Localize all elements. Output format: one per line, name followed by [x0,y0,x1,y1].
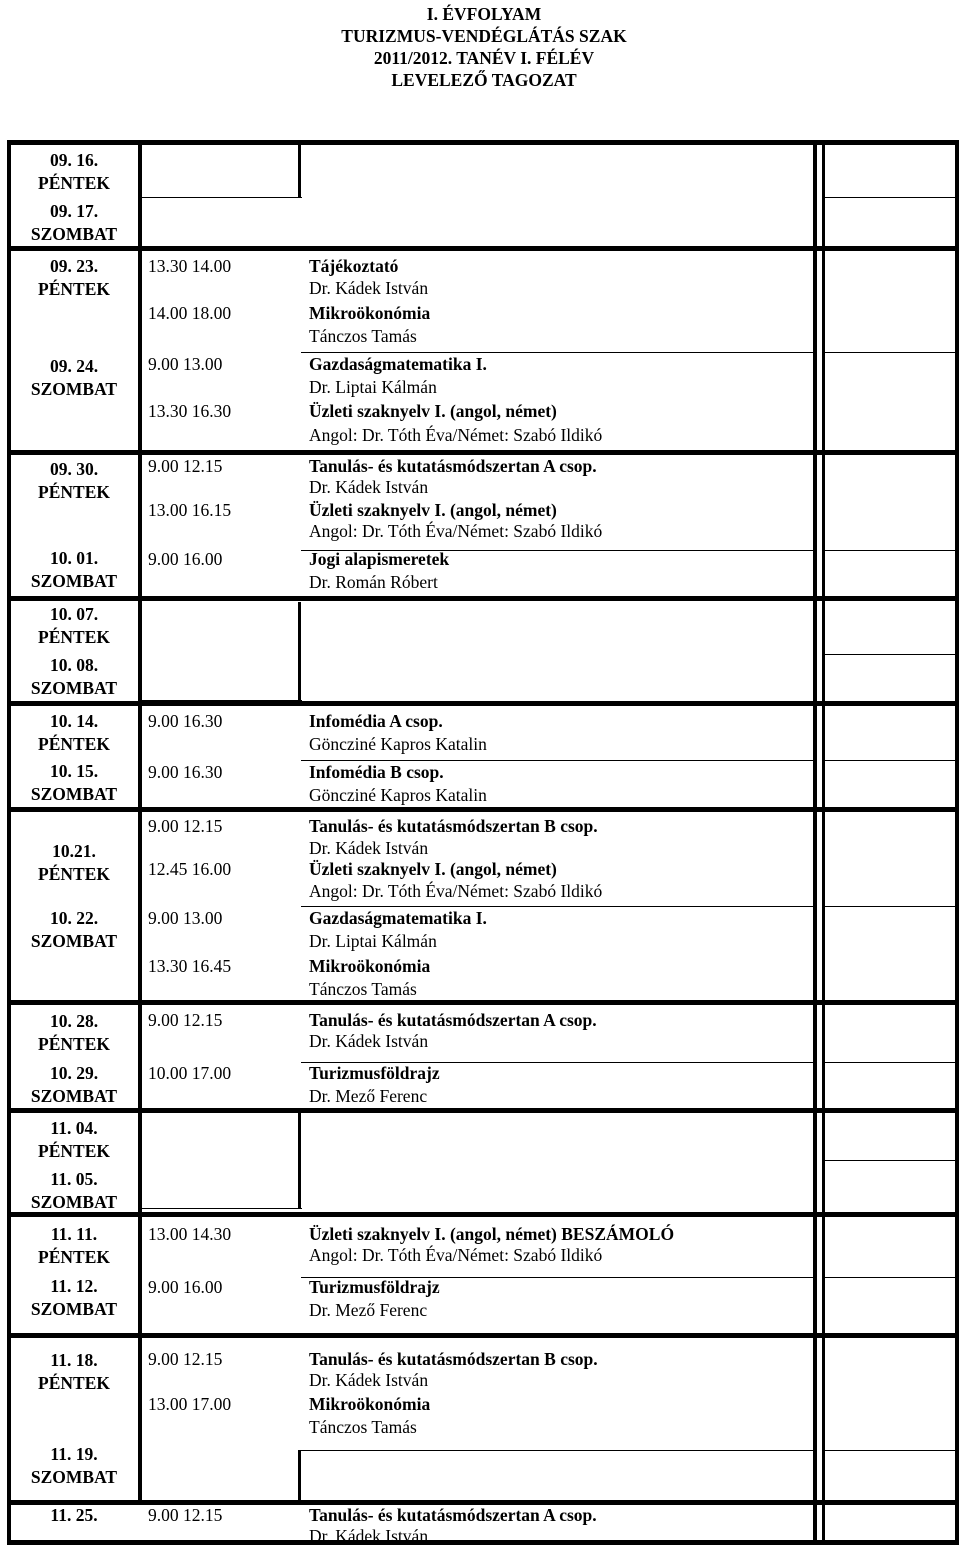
weekday-label: PÉNTEK [38,734,110,754]
session-time: 9.00 12.15 [148,456,223,476]
date-label: 10. 22. [49,908,99,928]
row-divider [7,1000,959,1005]
session-instructor: Tánczos Tamás [309,979,417,999]
weekday-label: PÉNTEK [38,1247,110,1267]
session-instructor: Angol: Dr. Tóth Éva/Német: Szabó Ildikó [309,521,603,541]
session-time: 9.00 12.15 [148,1505,223,1525]
date-label: 11. 04. [50,1118,98,1138]
column-divider-time [298,1110,301,1208]
weekday-label: SZOMBAT [30,678,118,698]
row-divider [7,596,959,601]
session-instructor: Dr. Mező Ferenc [309,1086,428,1106]
header-line-mode: LEVELEZŐ TAGOZAT [391,70,577,90]
row-divider [7,246,959,251]
weekday-label: SZOMBAT [30,571,118,591]
row-line [825,1277,955,1278]
session-time: 9.00 16.30 [148,762,223,782]
row-line [142,700,302,701]
date-label: 11. 25. [50,1505,98,1525]
date-label: 10. 28. [49,1011,99,1031]
session-instructor: Dr. Kádek István [309,1031,429,1051]
session-subject: Tanulás- és kutatásmódszertan B csop. [309,1349,598,1369]
session-instructor: Dr. Liptai Kálmán [309,931,437,951]
session-subject: Mikroökonómia [309,303,431,323]
date-label: 10. 08. [49,655,99,675]
column-divider-time [298,1450,301,1502]
session-subject: Turizmusföldrajz [309,1063,440,1083]
row-line [825,197,955,198]
date-label: 09. 30. [49,459,99,479]
date-label: 10. 01. [49,548,99,568]
session-subject: Tájékoztató [309,256,399,276]
weekday-label: PÉNTEK [38,1034,110,1054]
weekday-label: PÉNTEK [38,482,110,502]
weekday-label: SZOMBAT [30,224,118,244]
session-instructor: Dr. Kádek István [309,838,429,858]
date-label: 11. 18. [50,1350,98,1370]
row-divider [7,1212,959,1217]
session-time: 13.00 17.00 [148,1394,232,1414]
session-subject: Mikroökonómia [309,1394,431,1414]
date-label: 10. 15. [49,761,99,781]
weekday-label: PÉNTEK [38,864,110,884]
session-subject: Üzleti szaknyelv I. (angol, német) [309,859,557,879]
session-time: 9.00 12.15 [148,1010,223,1030]
session-time: 9.00 12.15 [148,816,223,836]
session-subject: Mikroökonómia [309,956,431,976]
header-line-year: I. ÉVFOLYAM [426,4,542,24]
date-label: 10. 07. [49,604,99,624]
session-subject: Tanulás- és kutatásmódszertan A csop. [309,1010,597,1030]
session-instructor: Angol: Dr. Tóth Éva/Német: Szabó Ildikó [309,1245,603,1265]
date-label: 11. 12. [50,1276,98,1296]
session-instructor: Dr. Kádek István [309,1370,429,1390]
date-label: 10. 14. [49,711,99,731]
session-time: 13.30 14.00 [148,256,232,276]
column-divider-date [138,140,142,1505]
weekday-label: PÉNTEK [38,173,110,193]
session-time: 9.00 12.15 [148,1349,223,1369]
session-time: 9.00 16.30 [148,711,223,731]
session-time: 9.00 16.00 [148,1277,223,1297]
row-divider [7,1108,959,1113]
row-divider [7,140,959,145]
row-line [825,352,955,353]
session-time: 10.00 17.00 [148,1063,232,1083]
row-divider [7,807,959,812]
row-line [825,1450,955,1451]
session-subject: Infomédia B csop. [309,762,444,782]
column-divider-time [298,140,301,198]
session-instructor: Tánczos Tamás [309,326,417,346]
row-line [142,197,302,198]
session-time: 13.00 16.15 [148,500,232,520]
session-instructor: Dr. Kádek István [309,278,429,298]
session-time: 13.30 16.30 [148,401,232,421]
row-line [825,1062,955,1063]
session-subject: Üzleti szaknyelv I. (angol, német) [309,500,557,520]
session-subject: Tanulás- és kutatásmódszertan A csop. [309,456,597,476]
row-line [142,1208,302,1209]
row-divider [7,1540,959,1545]
session-instructor: Dr. Román Róbert [309,572,438,592]
session-instructor: Dr. Kádek István [309,1526,429,1546]
session-subject: Infomédia A csop. [309,711,443,731]
session-instructor: Dr. Liptai Kálmán [309,377,437,397]
date-label: 11. 05. [50,1169,98,1189]
date-label: 10. 29. [49,1063,99,1083]
weekday-label: SZOMBAT [30,784,118,804]
session-subject: Gazdaságmatematika I. [309,354,487,374]
date-label: 09. 16. [49,150,99,170]
date-label: 09. 24. [49,356,99,376]
header-line-program: TURIZMUS-VENDÉGLÁTÁS SZAK [341,26,627,46]
column-divider-time [298,602,301,700]
session-instructor: Dr. Mező Ferenc [309,1300,428,1320]
session-subject: Gazdaságmatematika I. [309,908,487,928]
row-line [825,760,955,761]
session-subject: Tanulás- és kutatásmódszertan B csop. [309,816,598,836]
session-instructor: Göncziné Kapros Katalin [309,785,487,805]
date-label: 10.21. [52,841,96,861]
session-instructor: Dr. Kádek István [309,477,429,497]
session-time: 14.00 18.00 [148,303,232,323]
weekday-label: SZOMBAT [30,1192,118,1212]
row-line [825,550,955,551]
date-label: 09. 17. [49,201,99,221]
weekday-label: PÉNTEK [38,627,110,647]
weekday-label: SZOMBAT [30,1086,118,1106]
row-divider [7,701,959,706]
session-time: 12.45 16.00 [148,859,232,879]
date-label: 11. 19. [50,1444,98,1464]
weekday-label: PÉNTEK [38,1373,110,1393]
document-header [0,3,960,91]
header-line-term: 2011/2012. TANÉV I. FÉLÉV [373,48,595,68]
weekday-label: SZOMBAT [30,931,118,951]
session-subject: Tanulás- és kutatásmódszertan A csop. [309,1505,597,1525]
row-divider [7,1333,959,1338]
session-instructor: Göncziné Kapros Katalin [309,734,487,754]
weekday-label: PÉNTEK [38,279,110,299]
date-label: 09. 23. [49,256,99,276]
row-line [825,654,955,655]
row-line [825,1160,955,1161]
session-time: 13.30 16.45 [148,956,232,976]
weekday-label: SZOMBAT [30,1467,118,1487]
session-instructor: Angol: Dr. Tóth Éva/Német: Szabó Ildikó [309,425,603,445]
session-time: 9.00 16.00 [148,549,223,569]
weekday-label: PÉNTEK [38,1141,110,1161]
session-subject: Turizmusföldrajz [309,1277,440,1297]
session-instructor: Angol: Dr. Tóth Éva/Német: Szabó Ildikó [309,881,603,901]
date-label: 11. 11. [50,1224,98,1244]
session-subject: Üzleti szaknyelv I. (angol, német) BESZÁMOLÓ [309,1224,675,1244]
weekday-label: SZOMBAT [30,379,118,399]
session-time: 9.00 13.00 [148,354,223,374]
row-line [825,906,955,907]
row-line [301,1450,813,1451]
session-instructor: Tánczos Tamás [309,1417,417,1437]
session-time: 9.00 13.00 [148,908,223,928]
session-subject: Üzleti szaknyelv I. (angol, német) [309,401,557,421]
weekday-label: SZOMBAT [30,1299,118,1319]
session-time: 13.00 14.30 [148,1224,232,1244]
session-subject: Jogi alapismeretek [309,549,450,569]
